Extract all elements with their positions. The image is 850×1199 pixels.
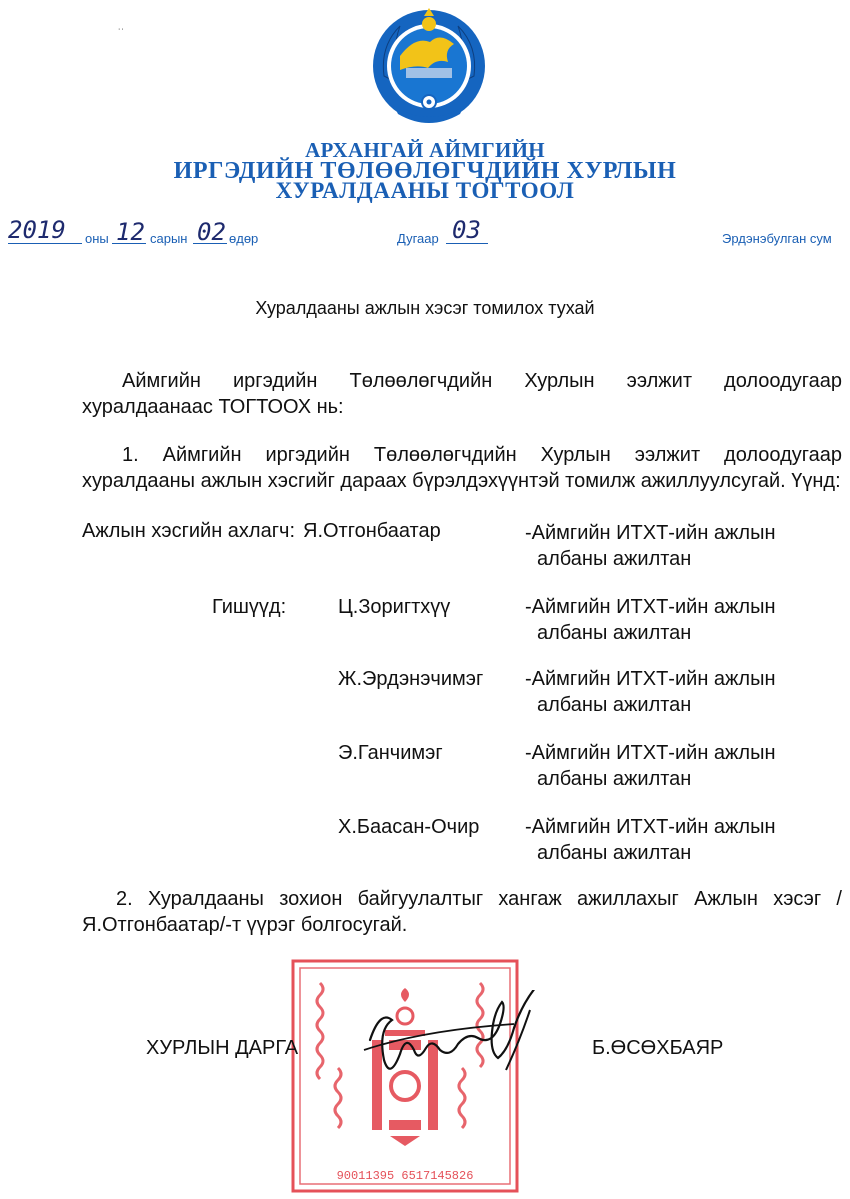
member-position: -Аймгийн ИТХТ-ийн ажлын албаны ажилтан <box>525 668 776 716</box>
leader-role: Ажлын хэсгийн ахлагч: <box>82 520 295 542</box>
leader-position: -Аймгийн ИТХТ-ийн ажлын албаны ажилтан <box>525 522 776 570</box>
header-doc-type: ХУРАЛДААНЫ ТОГТООЛ <box>275 178 575 203</box>
member-position: -Аймгийн ИТХТ-ийн ажлын албаны ажилтан <box>525 816 776 864</box>
header-council-line: ИРГЭДИЙН ТӨЛӨӨЛӨГЧДИЙН ХУРЛЫН <box>173 158 677 184</box>
item-2-paragraph: 2. Хуралдааны зохион байгуулалтыг хангаж ажиллахыг Ажлын хэсэг /Я.Отгонбаатар/-т үүрэг болгосугай. <box>82 888 842 936</box>
member-position: -Аймгийн ИТХТ-ийн ажлын албаны ажилтан <box>525 596 776 644</box>
members-label: Гишүүд: <box>212 596 287 618</box>
signatory-name: Б.ӨСӨХБАЯР <box>592 1037 724 1059</box>
place-label: Эрдэнэбулган сум <box>722 231 832 246</box>
number-label: Дугаар <box>397 231 439 246</box>
intro-paragraph: Аймгийн иргэдийн Төлөөлөгчдийн Хурлын ээлжит долоодугаар хуралдаанаас ТОГТООХ нь: <box>82 370 842 418</box>
member-name: Ж.Эрдэнэчимэг <box>338 668 484 690</box>
date-month-label: сарын <box>150 231 188 246</box>
state-emblem <box>370 6 488 130</box>
handwritten-signature <box>350 990 570 1100</box>
date-day-value: 02 <box>197 218 226 246</box>
member-position: -Аймгийн ИТХТ-ийн ажлын албаны ажилтан <box>525 742 776 790</box>
item-1-paragraph: 1. Аймгийн иргэдийн Төлөөлөгчдийн Хурлын ээлжит долоодугаар хуралдааны ажлын хэсгийг дараах бүрэлдэхүүнтэй томилж ажиллуулсугай. Үүнд: <box>82 444 842 492</box>
date-year-value: 2019 <box>8 216 66 244</box>
header-org-line: АРХАНГАЙ АЙМГИЙН <box>305 138 545 162</box>
member-name: Э.Ганчимэг <box>338 742 443 764</box>
date-year-label: оны <box>85 231 109 246</box>
member-name: Ц.Зоригтхүү <box>338 596 451 618</box>
date-month-value: 12 <box>116 218 145 246</box>
number-value: 03 <box>452 216 481 244</box>
signatory-title: ХУРЛЫН ДАРГА <box>146 1037 299 1059</box>
seal-numbers: 90011395 6517145826 <box>336 1169 474 1183</box>
date-day-label: өдөр <box>229 231 259 246</box>
member-name: Х.Баасан-Очир <box>338 816 480 838</box>
scan-dots: ˙˙ <box>118 28 125 39</box>
document-title: Хуралдааны ажлын хэсэг томилох тухай <box>255 298 595 318</box>
leader-name: Я.Отгонбаатар <box>303 520 441 542</box>
